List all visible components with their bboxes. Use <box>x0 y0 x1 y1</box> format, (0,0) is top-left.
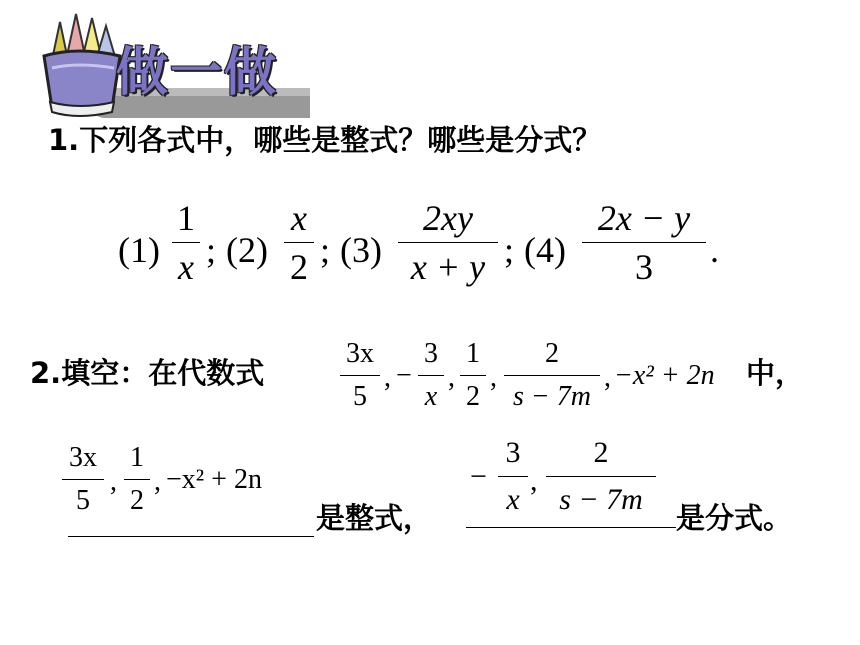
question-1-label: 1.下列各式中，哪些是整式？哪些是分式？ <box>48 123 602 157</box>
comma: , <box>604 362 611 393</box>
fraction-denominator: s − 7m <box>512 381 591 412</box>
comma: , <box>154 466 161 497</box>
answer-fractional-fraction-a <box>498 438 528 515</box>
fraction-numerator: 3 <box>424 338 438 369</box>
fraction-denominator: x <box>178 247 194 287</box>
separator: ; <box>320 230 331 270</box>
fraction-denominator: x <box>424 381 438 412</box>
answer-integral-expr-c: −x² + 2n <box>166 464 262 495</box>
fraction-numerator: 3x <box>69 442 97 473</box>
comma: , <box>110 466 117 497</box>
fraction-denominator: 2 <box>130 485 144 516</box>
fraction-denominator: 2 <box>466 381 480 412</box>
item-1-index: (1) <box>118 230 160 270</box>
separator: ; <box>206 230 217 270</box>
fraction-numerator: 2 <box>593 436 609 469</box>
fraction-numerator: 3 <box>505 436 521 469</box>
answer-fractional-sign: − <box>470 460 487 493</box>
comma: , <box>448 362 455 393</box>
fraction-numerator: 3x <box>346 338 374 369</box>
header-title: 做一做 <box>116 43 279 103</box>
fraction-bar <box>546 476 656 477</box>
comma: , <box>530 464 538 497</box>
fraction-numerator: 1 <box>177 198 195 238</box>
answer-fractional-label: 是分式。 <box>676 501 793 535</box>
question-2-suffix: 中， <box>746 356 805 390</box>
fraction-numerator: 2x − y <box>597 198 691 238</box>
comma: , <box>384 362 391 393</box>
item-2-index: (2) <box>226 230 268 270</box>
fraction-denominator: x <box>506 483 520 516</box>
item-3-index: (3) <box>340 230 382 270</box>
answer-integral-label: 是整式， <box>316 501 433 535</box>
fraction-numerator: 2 <box>545 338 559 369</box>
fraction-denominator: s − 7m <box>559 483 643 516</box>
answer-fractional-blank[interactable] <box>466 527 676 528</box>
separator: ; <box>504 230 515 270</box>
fraction-numerator: 1 <box>130 442 144 473</box>
answer-fractional-fraction-b <box>546 438 656 515</box>
comma: , <box>490 362 497 393</box>
question-2-prefix: 2.填空：在代数式 <box>30 356 265 390</box>
expr-5: −x² + 2n <box>614 360 715 391</box>
fraction-denominator: 3 <box>635 247 653 287</box>
fraction-denominator: 5 <box>353 381 367 412</box>
item-4-index: (4) <box>524 230 566 270</box>
fraction-denominator: 2 <box>290 247 308 287</box>
expr-2-sign: − <box>396 360 412 391</box>
fraction-denominator: x + y <box>410 247 486 287</box>
fraction-numerator: 2xy <box>423 198 473 238</box>
fraction-numerator: x <box>291 198 307 238</box>
fraction-denominator: 5 <box>76 485 90 516</box>
fraction-numerator: 1 <box>466 338 480 369</box>
fraction-bar <box>498 476 528 477</box>
end-period: . <box>710 230 719 270</box>
